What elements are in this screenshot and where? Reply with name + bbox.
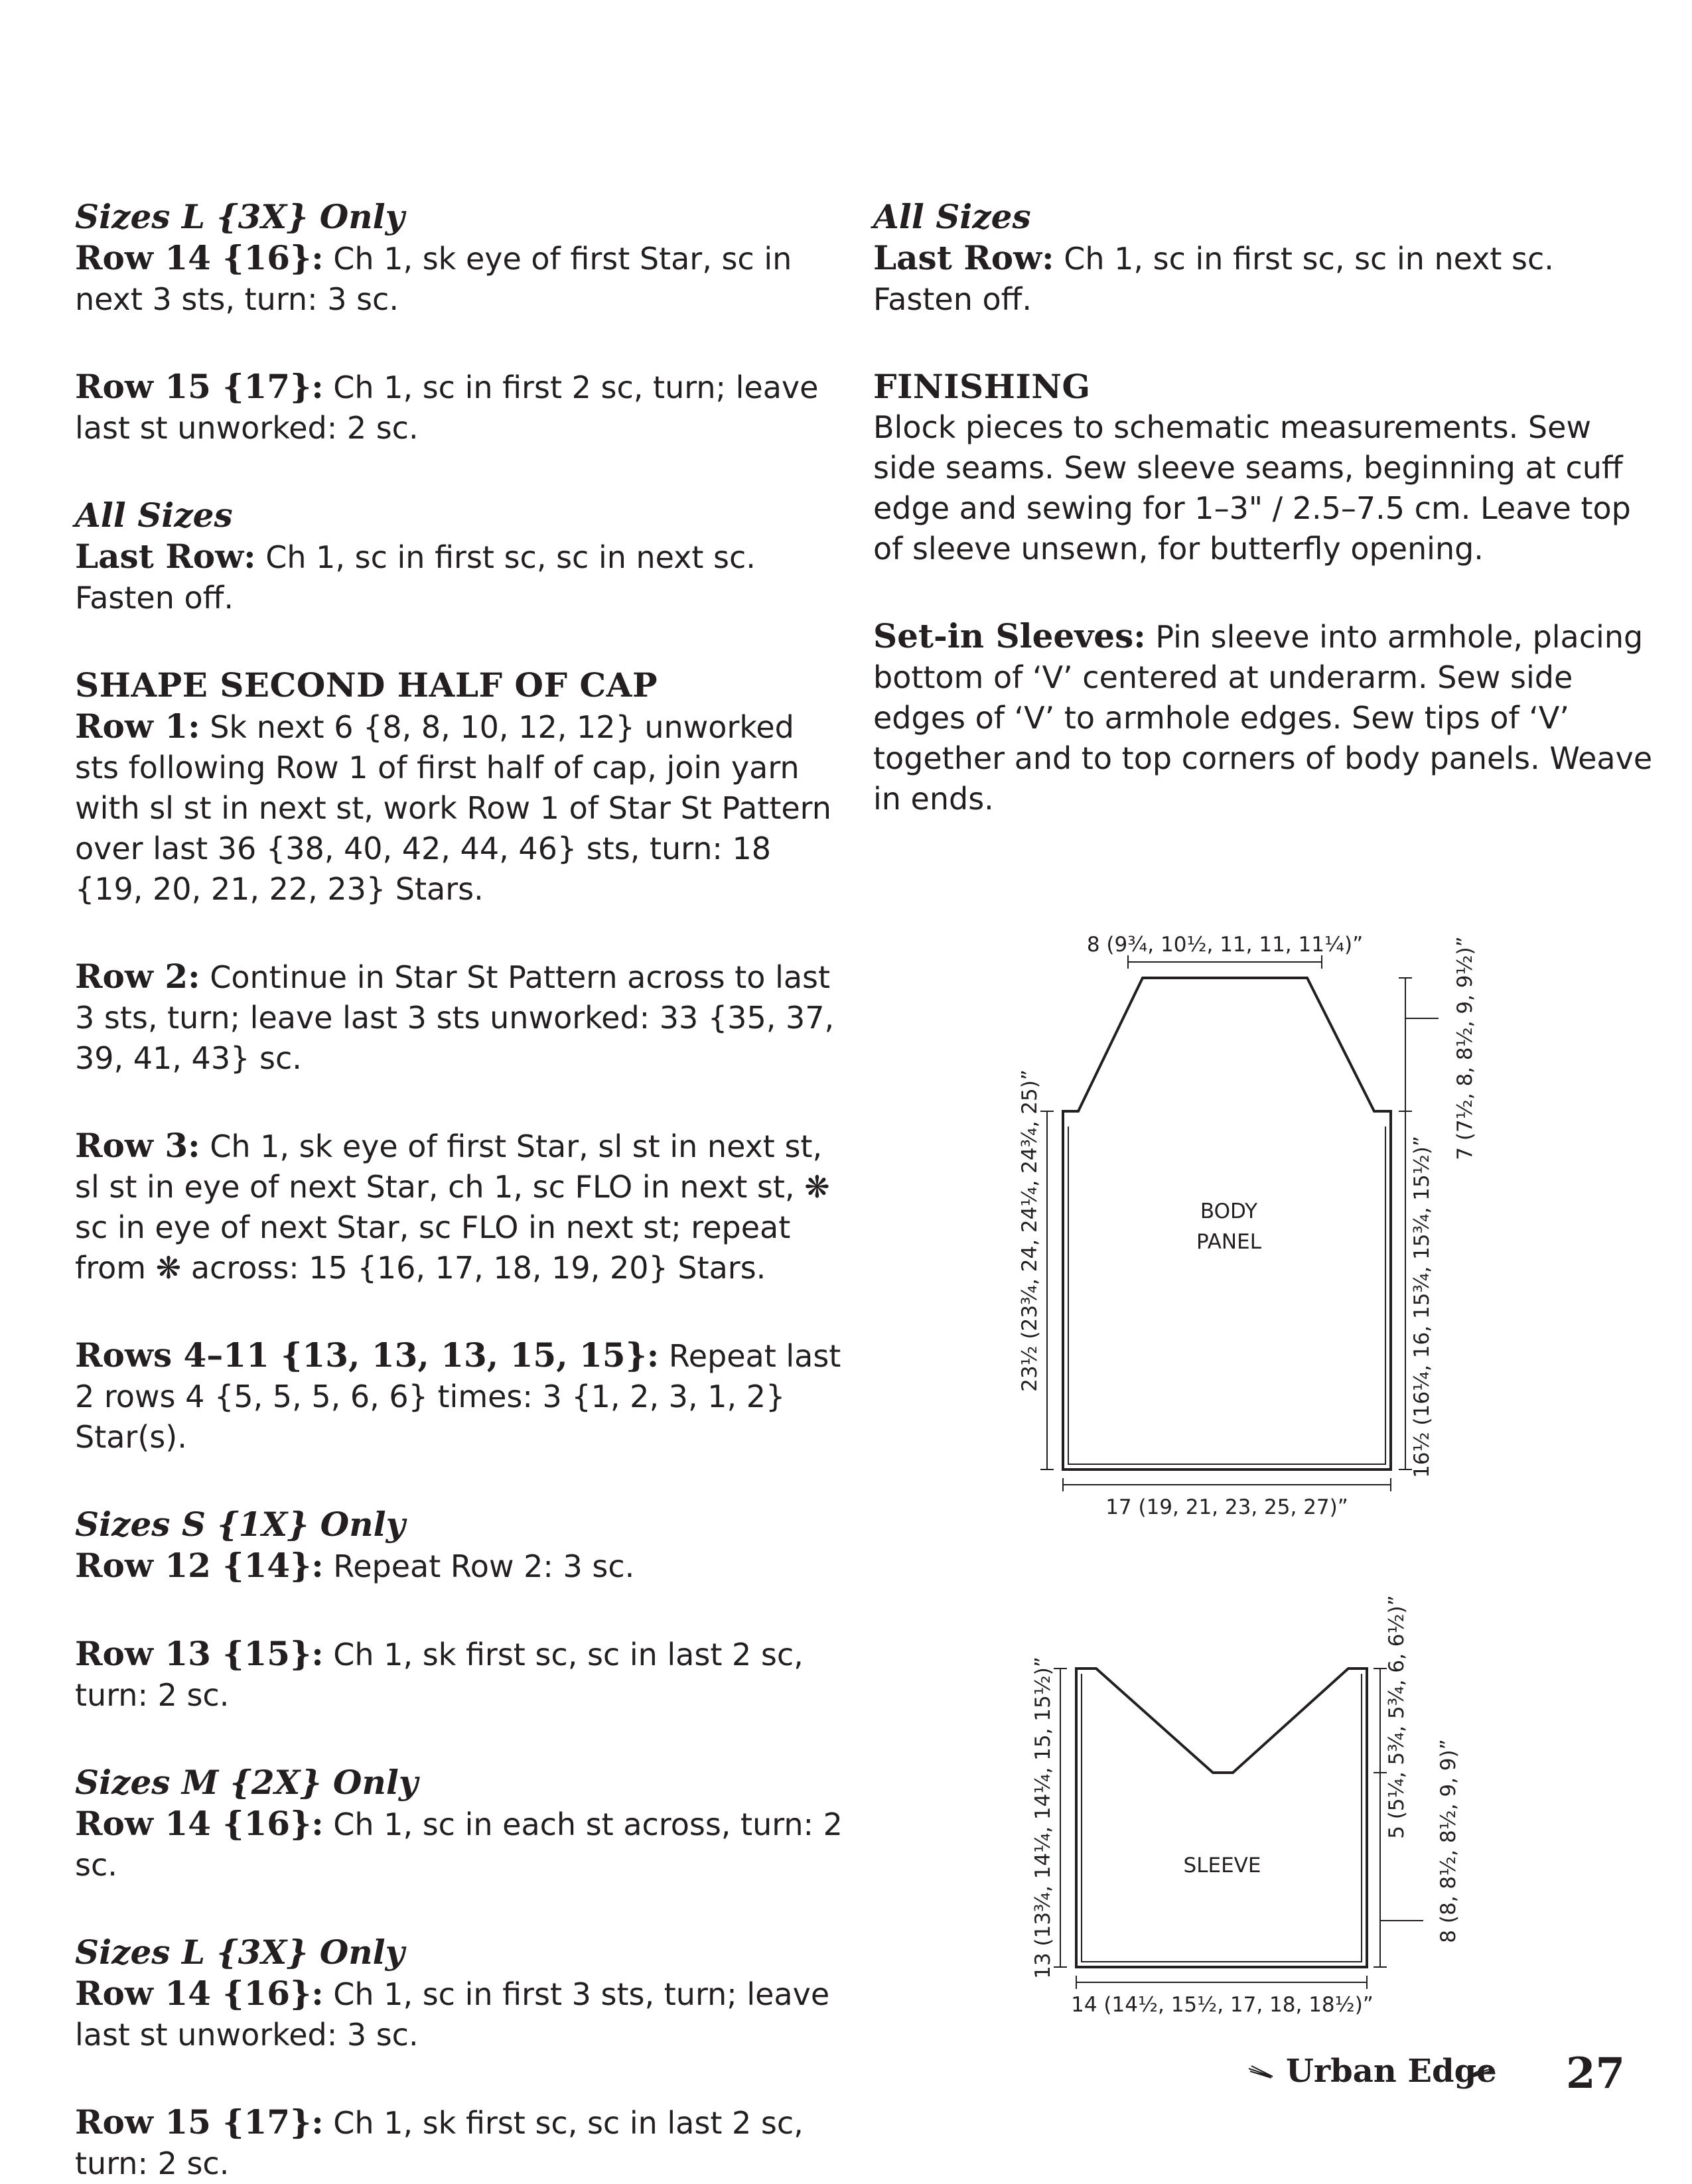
lower-length-label: 8 (8, 8½, 8½, 9, 9)” bbox=[1437, 1739, 1460, 1943]
row-text: Ch 1, sk eye of first Star, sl st in next st, sl st in eye of next Star, ch 1, sc FLO in next st, ❋ sc in eye of next Star, sc FLO in next st; repeat from ❋ across: 15 {16, 17, 18, 19, 20} Stars. bbox=[75, 1128, 830, 1286]
sleeve-outline bbox=[1076, 1669, 1367, 1967]
row-text: Ch 1, sk first sc, sc in last 2 sc, turn: 2 sc. bbox=[75, 2105, 804, 2181]
body-panel-label: BODY bbox=[1200, 1199, 1258, 1223]
sleeve-label: SLEEVE bbox=[1183, 1854, 1261, 1877]
wing-ornament-icon bbox=[1247, 2063, 1274, 2083]
row-text: Ch 1, sc in first sc, sc in next sc. Fasten off. bbox=[873, 241, 1554, 317]
size-heading: Sizes L {3X} Only bbox=[75, 197, 405, 236]
armhole-depth-label: 7 (7½, 8, 8½, 9, 9½)” bbox=[1453, 936, 1477, 1160]
body-panel-schematic bbox=[1040, 955, 1439, 1491]
row-label: Row 12 {14}: bbox=[75, 1546, 324, 1585]
body-panel-label: PANEL bbox=[1196, 1230, 1261, 1254]
bottom-width-label: 17 (19, 21, 23, 25, 27)” bbox=[1105, 1495, 1348, 1519]
row-text: Ch 1, sc in first sc, sc in next sc. Fasten off. bbox=[75, 539, 756, 616]
side-length-label: 16½ (16¼, 16, 15¾, 15¾, 15½)” bbox=[1410, 1136, 1434, 1478]
row-label: Row 15 {17}: bbox=[75, 367, 324, 406]
size-heading: All Sizes bbox=[873, 197, 1031, 236]
book-title: Urban Edge bbox=[1286, 2053, 1497, 2090]
row-label: Set-in Sleeves: bbox=[873, 616, 1146, 655]
row-label: Last Row: bbox=[75, 537, 256, 576]
row-text: Continue in Star St Pattern across to last 3 sts, turn; leave last 3 sts unworked: 33 {35, 37, 39, 41, 43} sc. bbox=[75, 959, 835, 1076]
row-label: Row 2: bbox=[75, 957, 200, 996]
size-heading: Sizes S {1X} Only bbox=[75, 1505, 405, 1544]
row-label: Rows 4–11 {13, 13, 13, 15, 15}: bbox=[75, 1335, 660, 1375]
row-text: Ch 1, sc in first 3 sts, turn; leave last st unworked: 3 sc. bbox=[75, 1976, 830, 2053]
sleeve-inner-line bbox=[1082, 1674, 1362, 1962]
wing-ornament-icon bbox=[1466, 2063, 1493, 2083]
total-length-label: 23½ (23¾, 24, 24¼, 24¾, 25)” bbox=[1018, 1069, 1042, 1392]
size-heading: Sizes L {3X} Only bbox=[75, 1933, 405, 1972]
row-text: Repeat Row 2: 3 sc. bbox=[323, 1548, 635, 1584]
row-text: Ch 1, sk first sc, sc in last 2 sc, turn: 2 sc. bbox=[75, 1637, 804, 1713]
page-footer bbox=[1247, 2049, 1626, 2102]
sleeve-schematic bbox=[1054, 1669, 1423, 1989]
size-heading: Sizes M {2X} Only bbox=[75, 1763, 418, 1802]
row-label: Row 1: bbox=[75, 707, 200, 746]
row-text: Ch 1, sc in first 2 sc, turn; leave last st unworked: 2 sc. bbox=[75, 370, 819, 446]
size-heading: All Sizes bbox=[75, 496, 233, 535]
finishing-text: Block pieces to schematic measurements. Sew side seams. Sew sleeve seams, beginning at cuff edge and sewing for 1–3" / 2.5–7.5 cm. Leave top of sleeve unsewn, for butterfly opening. bbox=[873, 409, 1631, 567]
v-depth-label: 5 (5¼, 5¾, 5¾, 6, 6½)” bbox=[1385, 1595, 1409, 1839]
section-heading: FINISHING bbox=[873, 367, 1091, 406]
body-panel-outline bbox=[1063, 978, 1391, 1469]
top-width-label: 8 (9¾, 10½, 11, 11, 11¼)” bbox=[1086, 933, 1364, 957]
row-label: Row 3: bbox=[75, 1126, 200, 1165]
body-panel-inner-line bbox=[1068, 1126, 1385, 1464]
row-text: Repeat last 2 rows 4 {5, 5, 5, 6, 6} times: 3 {1, 2, 3, 1, 2} Star(s). bbox=[75, 1338, 841, 1455]
row-text: Ch 1, sk eye of first Star, sc in next 3 sts, turn: 3 sc. bbox=[75, 241, 792, 317]
sleeve-width-label: 14 (14½, 15½, 17, 18, 18½)” bbox=[1071, 1993, 1374, 2017]
row-label: Row 14 {16}: bbox=[75, 238, 324, 277]
sleeve-length-label: 13 (13¾, 14¼, 14¼, 15, 15½)” bbox=[1031, 1657, 1055, 1979]
row-label: Row 15 {17}: bbox=[75, 2102, 324, 2142]
row-text: Pin sleeve into armhole, placing bottom of ‘V’ centered at underarm. Sew side edges of ‘V’ to armhole edges. Sew tips of ‘V’ together and to top corners of body panels. Weave in ends. bbox=[873, 619, 1653, 817]
row-text: Ch 1, sc in each st across, turn: 2 sc. bbox=[75, 1807, 843, 1883]
row-label: Row 13 {15}: bbox=[75, 1634, 324, 1673]
section-heading: SHAPE SECOND HALF OF CAP bbox=[75, 665, 658, 705]
row-label: Row 14 {16}: bbox=[75, 1804, 324, 1843]
row-text: Sk next 6 {8, 8, 10, 12, 12} unworked sts following Row 1 of first half of cap, join yarn with sl st in next st, work Row 1 of Star St Pattern over last 36 {38, 40, 42, 44, 46} sts, turn: 18 {19, 20, 21, 22, 23} Stars. bbox=[75, 709, 831, 907]
row-label: Row 14 {16}: bbox=[75, 1974, 324, 2013]
row-label: Last Row: bbox=[873, 238, 1054, 277]
page-number: 27 bbox=[1566, 2049, 1626, 2098]
